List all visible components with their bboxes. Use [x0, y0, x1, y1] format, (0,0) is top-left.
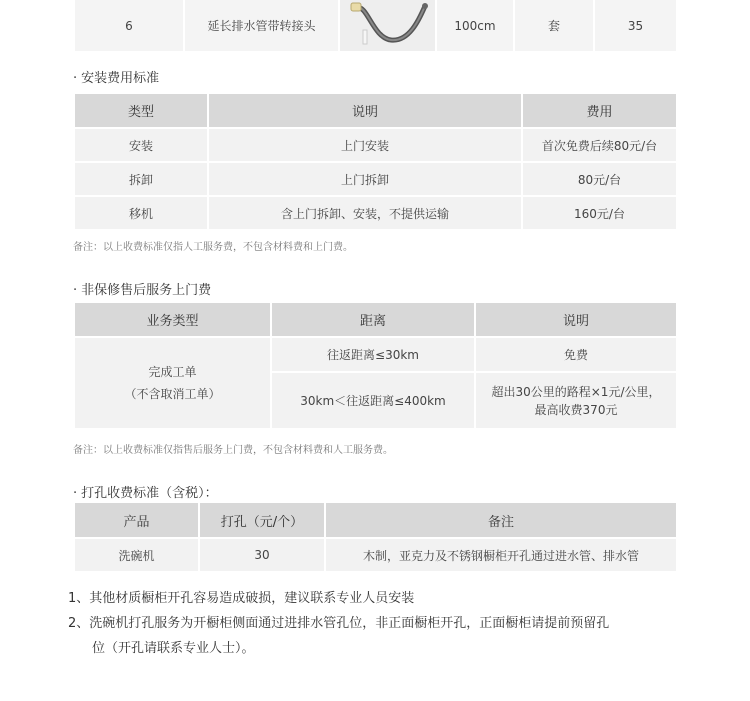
table-row: [74, 196, 677, 230]
section-title-non-warranty: · 非保修售后服务上门费: [73, 283, 212, 298]
accessory-index: 6: [74, 0, 184, 52]
table-row: [74, 162, 677, 196]
accessory-unit: 套: [514, 0, 594, 52]
business-type-label: 完成工单: [148, 365, 197, 379]
accessory-name: 延长排水管带转接头: [184, 0, 339, 52]
column-header: 类型: [74, 93, 208, 128]
fee-amount: 80元/台: [522, 162, 677, 196]
business-type-cell: [74, 337, 271, 429]
drain-hose-icon: [343, 0, 433, 48]
fee-desc: 上门安装: [208, 128, 522, 162]
column-header: 打孔（元/个）: [199, 502, 325, 538]
table-header-row: [74, 302, 677, 337]
install-fees-note: 备注：以上收费标准仅指人工服务费，不包含材料费和上门费。: [73, 242, 353, 253]
table-row: [74, 128, 677, 162]
table-row: [74, 0, 677, 52]
note-item-2: 2、洗碗机打孔服务为开橱柜侧面通过进排水管孔位，非正面橱柜开孔，正面橱柜请提前预留孔: [68, 616, 610, 631]
non-warranty-note: 备注：以上收费标准仅指售后服务上门费，不包含材料费和人工服务费。: [73, 445, 393, 456]
column-header: 说明: [475, 302, 677, 337]
bullet-icon: ·: [73, 283, 78, 298]
fee-amount: 160元/台: [522, 196, 677, 230]
drill-product: 洗碗机: [74, 538, 199, 572]
column-header: 产品: [74, 502, 199, 538]
bullet-icon: ·: [73, 71, 78, 86]
drilling-fees-table: [73, 501, 678, 573]
fee-desc: 含上门拆卸、安装，不提供运输: [208, 196, 522, 230]
non-warranty-table: [73, 301, 678, 430]
accessory-length: 100cm: [436, 0, 514, 52]
column-header: 距离: [271, 302, 475, 337]
drill-remark: 木制，亚克力及不锈钢橱柜开孔通过进水管、排水管: [325, 538, 677, 572]
drill-price: 30: [199, 538, 325, 572]
bullet-icon: ·: [73, 486, 78, 501]
distance-range: 往返距离≤30km: [271, 337, 475, 372]
note-item-2-continued: 位（开孔请联系专业人士）。: [92, 641, 255, 656]
footer-notes: [68, 586, 688, 661]
table-row: [74, 337, 677, 372]
fee-desc: 上门拆卸: [208, 162, 522, 196]
visit-fee-desc: 超出30公里的路程×1元/公里， 最高收费370元: [475, 372, 677, 429]
table-header-row: [74, 502, 677, 538]
table-header-row: [74, 93, 677, 128]
distance-range: 30km＜往返距离≤400km: [271, 372, 475, 429]
note-item-1: 1、其他材质橱柜开孔容易造成破损，建议联系专业人员安装: [68, 591, 415, 606]
table-row: [74, 538, 677, 572]
column-header: 费用: [522, 93, 677, 128]
fee-type: 安装: [74, 128, 208, 162]
column-header: 备注: [325, 502, 677, 538]
fee-amount: 首次免费后续80元/台: [522, 128, 677, 162]
section-title-drilling: · 打孔收费标准（含税）：: [73, 486, 218, 501]
visit-fee-desc: 免费: [475, 337, 677, 372]
column-header: 业务类型: [74, 302, 271, 337]
accessory-price: 35: [594, 0, 677, 52]
section-title-install-fees: · 安装费用标准: [73, 71, 160, 86]
fee-type: 移机: [74, 196, 208, 230]
install-fees-table: [73, 92, 678, 231]
business-type-sublabel: （不含取消工单）: [124, 387, 221, 401]
fee-type: 拆卸: [74, 162, 208, 196]
drain-hose-image: [339, 0, 436, 52]
column-header: 说明: [208, 93, 522, 128]
accessory-table: [73, 0, 678, 53]
